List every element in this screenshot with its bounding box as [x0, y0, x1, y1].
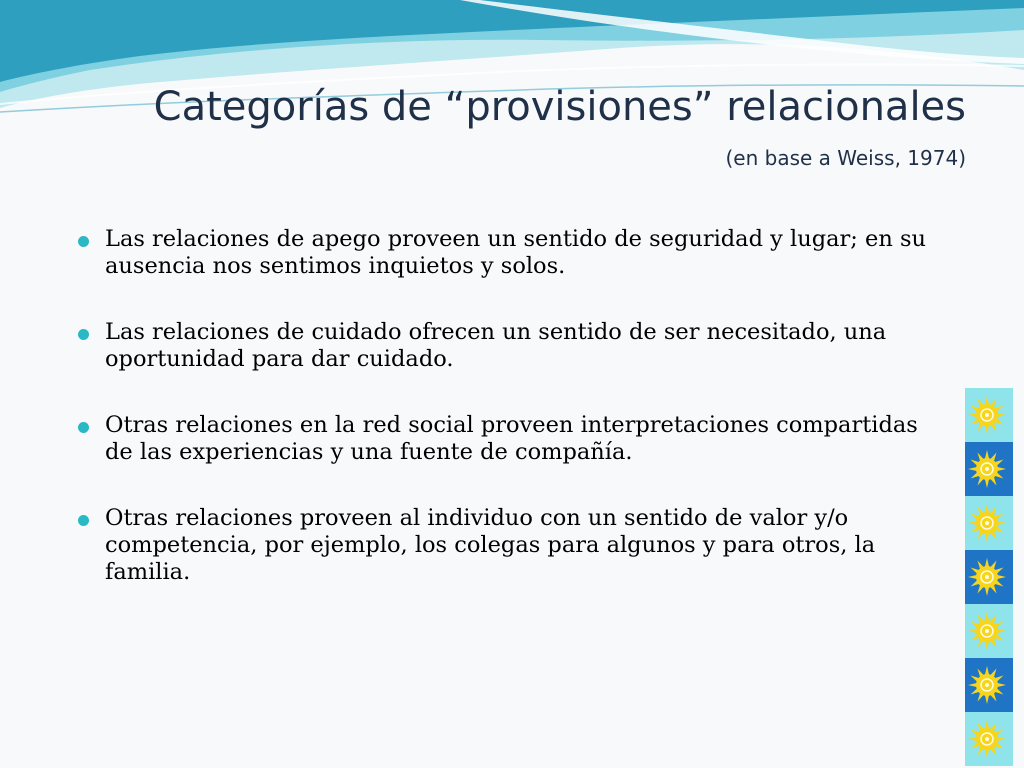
sun-tile	[965, 604, 1013, 658]
slide-subtitle: (en base a Weiss, 1974)	[725, 146, 966, 170]
sun-tile	[965, 550, 1013, 604]
bullet-icon	[78, 329, 89, 340]
bullet-text: Otras relaciones proveen al individuo con un sentido de valor y/o competencia, por ejemplo, los colegas para algunos y para otros, la familia.	[105, 505, 876, 585]
sun-decoration-strip	[965, 388, 1013, 768]
sun-tile	[965, 658, 1013, 712]
sun-tile	[965, 442, 1013, 496]
sun-tile	[965, 712, 1013, 766]
sun-tile	[965, 496, 1013, 550]
bullet-item	[78, 505, 938, 586]
bullet-item	[78, 226, 938, 280]
bullet-text: Otras relaciones en la red social proveen interpretaciones compartidas de las experiencias y una fuente de compañía.	[105, 412, 918, 465]
bullet-icon	[78, 515, 89, 526]
bullet-list	[78, 226, 938, 625]
bullet-item	[78, 412, 938, 466]
bullet-icon	[78, 422, 89, 433]
sun-tile	[965, 388, 1013, 442]
bullet-icon	[78, 236, 89, 247]
bullet-text: Las relaciones de cuidado ofrecen un sentido de ser necesitado, una oportunidad para dar cuidado.	[105, 319, 887, 372]
bullet-item	[78, 319, 938, 373]
slide-title: Categorías de “provisiones” relacionales	[153, 84, 966, 130]
bullet-text: Las relaciones de apego proveen un sentido de seguridad y lugar; en su ausencia nos sentimos inquietos y solos.	[105, 226, 927, 279]
